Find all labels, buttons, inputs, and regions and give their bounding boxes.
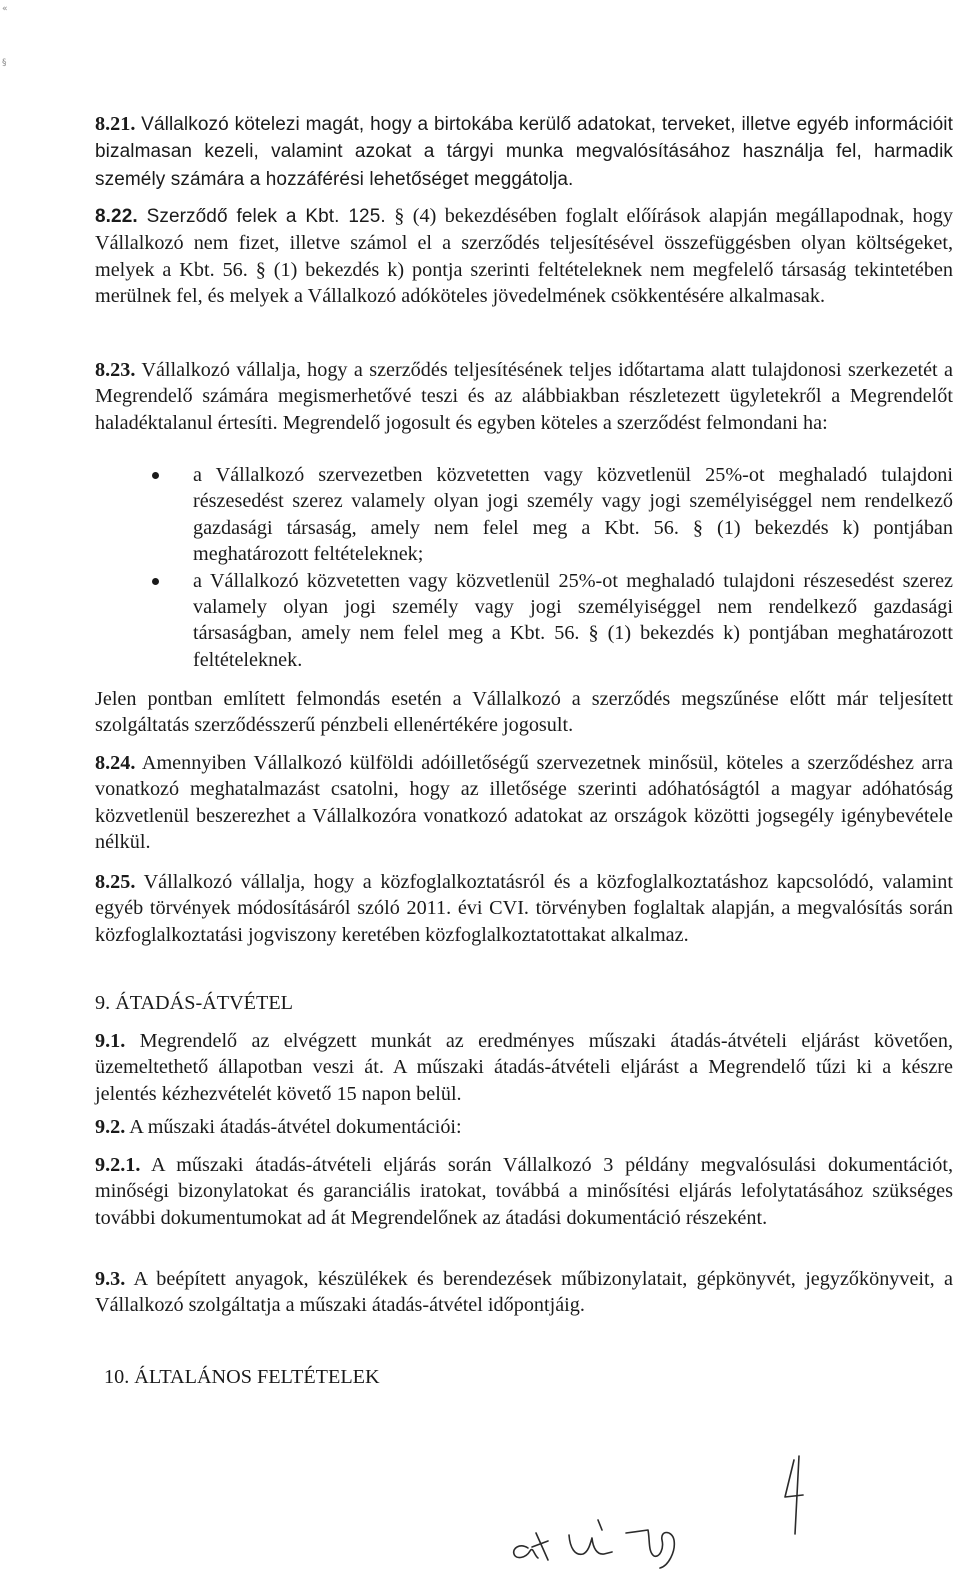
handwritten-page-number <box>785 1456 803 1534</box>
initials-stroke <box>569 1520 612 1554</box>
paragraph-text: § (4) bekezdésében foglalt előírások alapján megállapodnak, hogy Vállalkozó nem fizet, illetve számol el a szerződés teljesítésével összefüggésben olyan költségeket, melyek a Kbt. 56. § (1) bekezdés k) pontja szerinti feltételeknek nem megfelelő társaság tekintetében merülnek fel, és melyek a Vállalkozó adóköteles jövedelmének csökkentésére alkalmasak. <box>95 205 953 308</box>
paragraph-text: Jelen pontban említett felmondás esetén a Vállalkozó a szerződés megszűnése előtt már teljesített szolgáltatás szerződésszerű pénzbeli ellenértékére jogosult. <box>95 688 953 737</box>
paragraph-number: 8.24. <box>95 752 136 774</box>
paragraph-text: Amennyiben Vállalkozó külföldi adóilletőségű szervezetnek minősül, köteles a szerződéshez arra vonatkozó meghatalmazást csatolni, hogy az illetősége szerinti adóhatóságtól a magyar adóhatóság közvetlenül beszerezhet a Vállalkozóra vonatkozó adatokat az országok közötti jogsegély igénybevétele nélkül. <box>95 752 953 854</box>
paragraph-number: 9.2. <box>95 1116 126 1138</box>
list-item-text: a Vállalkozó szervezetben közvetetten vagy közvetlenül 25%-ot meghaladó tulajdoni részesedést szerez valamely olyan jogi személy vagy jogi személyiséggel nem rendelkező gazdasági társaság, amely nem felel meg a Kbt. 56. § (1) bekezdés k) pontjában meghatározott feltételeknek; <box>193 464 953 566</box>
paragraph-text: Megrendelő az elvégzett munkát az eredményes műszaki átadás-átvételi eljárást követően, üzemeltethető állapotban veszi át. A műszaki átadás-átvételi eljárást a Megrendelő tűzi ki a készre jelentés kézhezvételét követő 15 napon belül. <box>95 1030 953 1105</box>
paragraph-number: 9.1. <box>95 1030 126 1052</box>
paragraph-text: Vállalkozó kötelezi magát, hogy a birtokába kerülő adatokat, terveket, illetve egyéb információit bizalmasan kezeli, valamint azokat a tárgyi munka megvalósításához használja fel, harmadik személy számára a hozzáférési lehetőséget meggátolja. <box>95 114 953 190</box>
paragraph-text: A műszaki átadás-átvételi eljárás során Vállalkozó 3 példány megvalósulási dokumentációt, minőségi bizonylatokat és garanciális iratokat, továbbá a minősítési eljárás lefolytatásához szükséges további dokumentumokat ad át Megrendelőnek az átadási dokumentáció részeként. <box>95 1154 953 1229</box>
paragraph-number: 8.23. <box>95 359 136 381</box>
paragraph-number: 8.21. <box>95 113 136 135</box>
list-item-text: a Vállalkozó közvetetten vagy közvetlenül 25%-ot meghaladó tulajdoni részesedést szerez valamely olyan jogi személy vagy jogi személyiséggel nem rendelkező gazdasági társaságban, amely nem felel meg a Kbt. 56. § (1) bekezdés k) pontjában meghatározott feltételeknek. <box>193 569 953 671</box>
initials-stroke <box>626 1530 674 1568</box>
paragraph-text: Vállalkozó vállalja, hogy a szerződés teljesítésének teljes időtartama alatt tulajdonosi szerkezetét a Megrendelő számára megismerhetővé teszi és az alábbiakban részletezett ügyletekről a Megrendelőt haladéktalanul értesíti. Megrendelő jogosult és egyben köteles a szerződést felmondani ha: <box>95 359 953 434</box>
paragraph-number: 8.25. <box>95 871 136 893</box>
paragraph-text: Vállalkozó vállalja, hogy a közfoglalkoztatásról és a közfoglalkoztatáshoz kapcsolódó, valamint egyéb törvények módosításáról szóló 2011. évi CVI. törvényben foglaltak alapján, a megvalósítás során közfoglalkoztatási jogviszony keretében közfoglalkoztatottakat alkalmaz. <box>95 871 953 946</box>
section-heading-10: 10. ÁLTALÁNOS FELTÉTELEK <box>104 1366 380 1388</box>
section-heading-9: 9. ÁTADÁS-ÁTVÉTEL <box>95 992 293 1014</box>
corner-mark: « <box>2 4 8 14</box>
paragraph-number: 8.22. <box>95 206 138 227</box>
paragraph-text: A műszaki átadás-átvétel dokumentációi: <box>125 1116 462 1138</box>
paragraph-number: 9.3. <box>95 1268 126 1290</box>
paragraph-number: 9.2.1. <box>95 1154 141 1176</box>
margin-mark: § <box>2 58 7 68</box>
paragraph-text: A beépített anyagok, készülékek és berendezések műbizonylatait, gépkönyvét, jegyzőkönyveit, a Vállalkozó szolgáltatja a műszaki átadás-átvétel időpontjáig. <box>95 1268 953 1317</box>
paragraph-lead: Szerződő felek a Kbt. 125. <box>137 206 386 227</box>
initials-stroke <box>514 1533 548 1560</box>
